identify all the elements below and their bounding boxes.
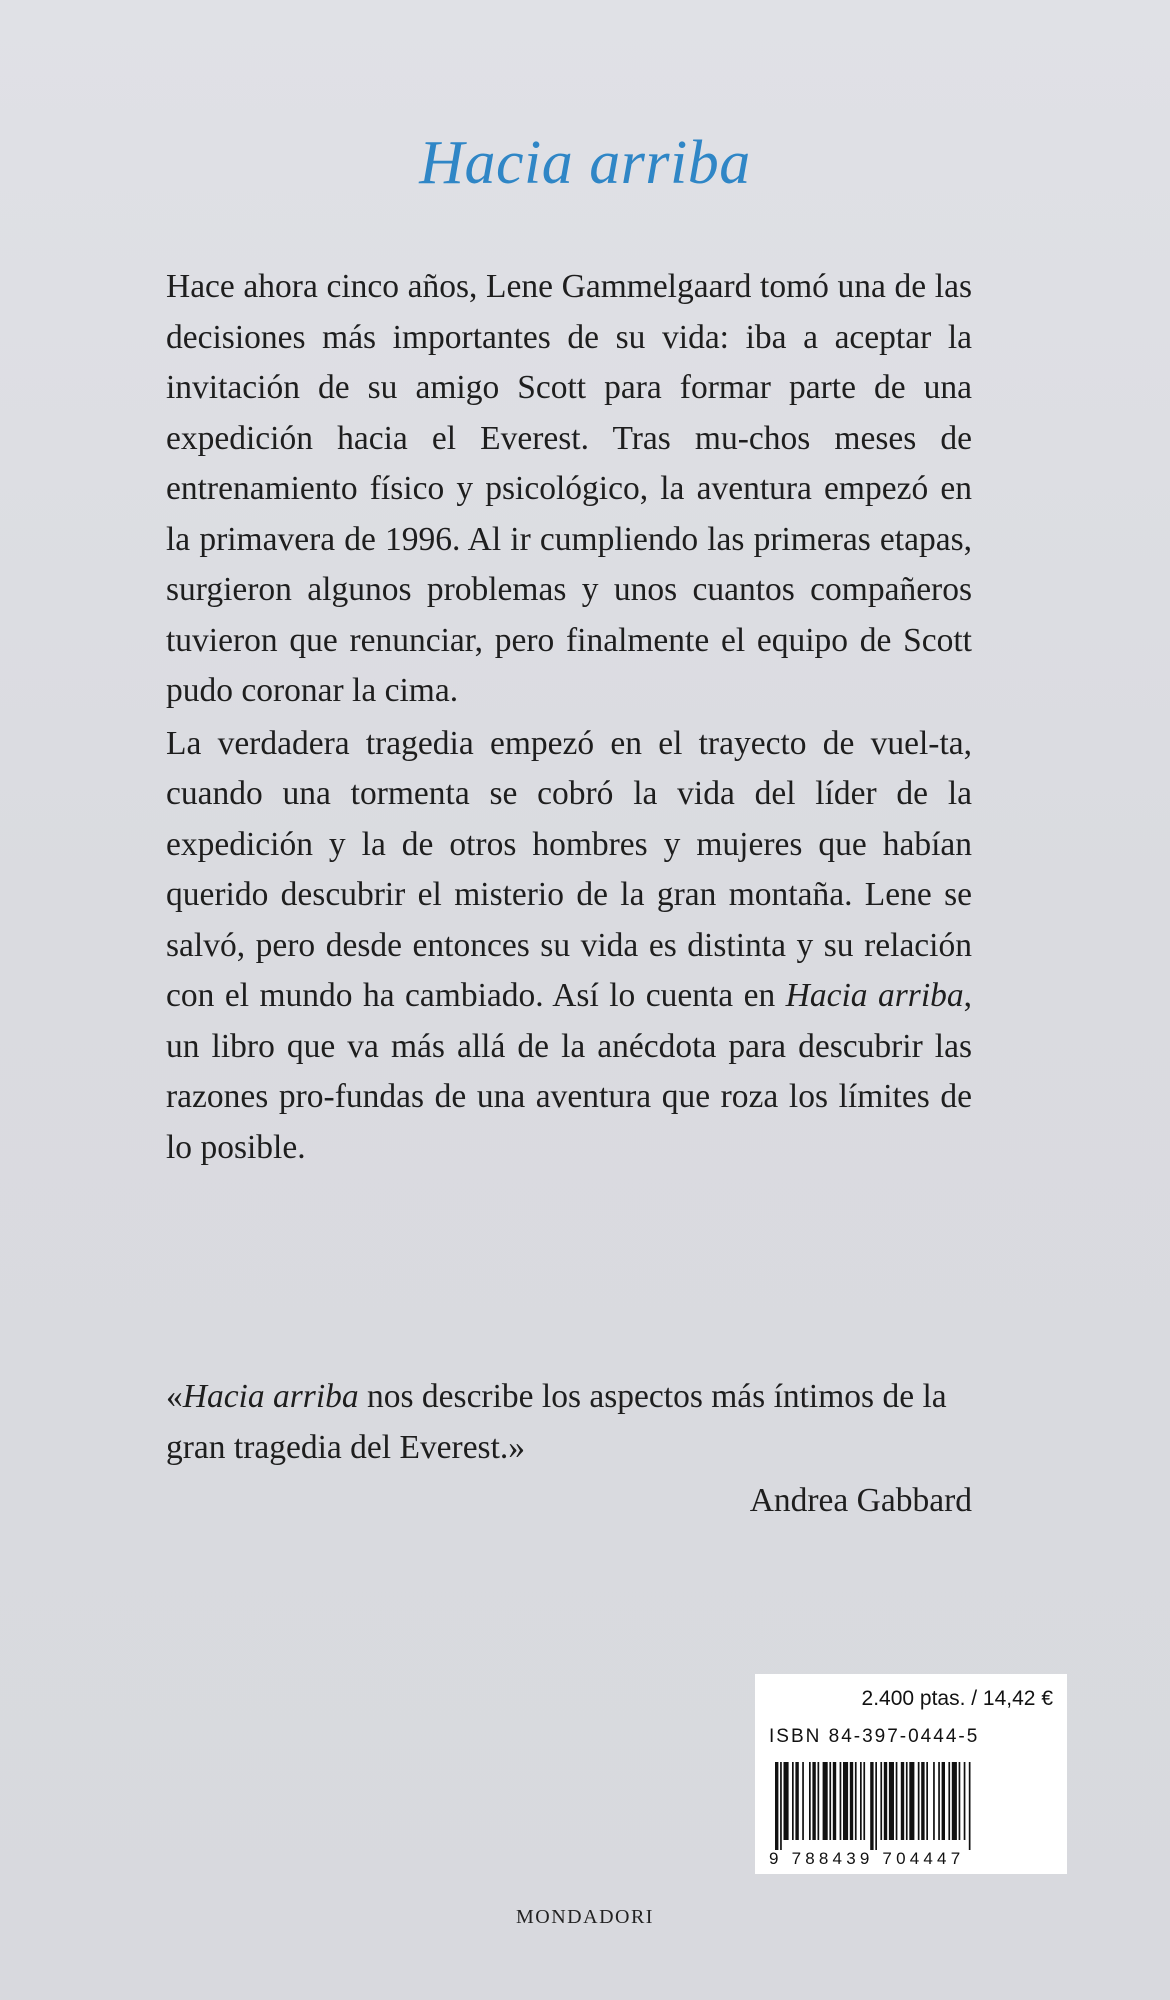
- blurb-line: coronar la cima.: [241, 672, 459, 709]
- blurb-line: fundas de una aventura que roza los límites de lo: [166, 1078, 972, 1166]
- barcode-bar: [775, 1762, 778, 1850]
- barcode-bar: [889, 1762, 894, 1840]
- barcode-bar: [909, 1762, 914, 1840]
- barcode-bar: [964, 1762, 966, 1840]
- barcode-bar: [870, 1762, 873, 1850]
- price-text: 2.400 ptas. / 14,42 €: [861, 1687, 1053, 1710]
- blurb-line: cumpliendo las primeras etapas, surgieron algunos: [166, 520, 972, 608]
- barcode-bar: [918, 1762, 920, 1840]
- blurb-line: montaña. Lene se salvó, pero desde entonces su vida: [166, 876, 973, 964]
- blurb-line: La verdadera tragedia empezó en el trayecto de vuel-: [166, 724, 940, 762]
- barcode-bar: [823, 1762, 828, 1840]
- blurb-line: parte de una expedición hacia el Everest. Tras mu-: [166, 369, 972, 457]
- blurb-book-title: Hacia arriba: [785, 977, 964, 1014]
- barcode-icon: [769, 1762, 1053, 1858]
- barcode-bar: [792, 1762, 794, 1840]
- blurb-line: allá de la anécdota para descubrir las razones pro-: [166, 1027, 972, 1115]
- blurb-paragraph-2: [166, 719, 972, 1174]
- quote-author: Andrea Gabbard: [749, 1482, 972, 1519]
- publisher-name: MONDADORI: [516, 1906, 654, 1928]
- blurb-line: Hace ahora cinco años, Lene Gammelgaard tomó: [166, 268, 829, 305]
- blurb-line: habían querido descubrir el misterio de la gran: [166, 825, 972, 913]
- barcode-bar: [818, 1762, 820, 1840]
- barcode-bars: [769, 1762, 1053, 1850]
- blurb-line: chos meses de entrenamiento físico y psicológico, la: [166, 419, 972, 507]
- barcode-bar: [812, 1762, 815, 1840]
- barcode-bar: [948, 1762, 950, 1840]
- blurb-line: problemas y unos cuantos compañeros tuvieron que: [166, 571, 972, 659]
- barcode-bar: [833, 1762, 836, 1840]
- blurb-line: ta, cuando una tormenta se cobró la vida del líder de: [166, 724, 972, 812]
- barcode-bar: [969, 1762, 971, 1850]
- barcode-label: [755, 1674, 1067, 1874]
- blurb-paragraph-1: [166, 262, 972, 717]
- barcode-bar: [843, 1762, 848, 1840]
- barcode-bar: [855, 1762, 857, 1840]
- quote-book-title: Hacia arriba: [182, 1378, 359, 1415]
- barcode-bar: [802, 1762, 804, 1840]
- barcode-bar: [933, 1762, 935, 1840]
- barcode-bar: [952, 1762, 957, 1840]
- barcode-bar: [959, 1762, 961, 1840]
- blurb-line: es distinta y su relación con el mundo ha cambiado.: [166, 926, 972, 1014]
- barcode-bar: [884, 1762, 887, 1840]
- barcode-bar: [880, 1762, 882, 1840]
- blurb-line: posible.: [200, 1128, 306, 1166]
- barcode-bar: [829, 1762, 831, 1840]
- barcode-bar: [860, 1762, 862, 1840]
- barcode-bar: [906, 1762, 908, 1840]
- ean-digits: 9 788439 704447: [769, 1849, 965, 1868]
- barcode-bar: [780, 1762, 782, 1850]
- barcode-bar: [901, 1762, 904, 1840]
- barcode-bar: [875, 1762, 877, 1850]
- barcode-bar: [863, 1762, 865, 1840]
- barcode-bar: [850, 1762, 853, 1840]
- isbn-text: ISBN 84-397-0444-5: [769, 1726, 980, 1747]
- barcode-bar: [840, 1762, 842, 1840]
- blurb-line: la expedición y la de otros hombres y mujeres que: [166, 775, 973, 863]
- barcode-bar: [784, 1762, 789, 1840]
- barcode-bar: [896, 1762, 898, 1840]
- blurb-text: [166, 262, 972, 1173]
- book-title: Hacia arriba: [419, 129, 751, 197]
- barcode-bar: [942, 1762, 945, 1840]
- blurb-line: una de las decisiones más importantes de su vida: iba: [166, 268, 972, 356]
- blurb-line: renunciar, pero finalmente el equipo de Scott pudo: [166, 621, 972, 709]
- review-quote: [166, 1372, 972, 1473]
- blurb-line: a aceptar la invitación de su amigo Scott para formar: [166, 318, 973, 406]
- quote-open-mark: «: [166, 1378, 183, 1415]
- barcode-bar: [926, 1762, 928, 1840]
- barcode-bar: [938, 1762, 940, 1840]
- blurb-line: Así lo cuenta en: [552, 977, 786, 1014]
- quote-text: nos describe los aspectos más íntimos de la gran tragedia del Everest.»: [166, 1378, 947, 1466]
- blurb-line: aventura empezó en la primavera de 1996. Al ir: [166, 470, 972, 558]
- blurb-line: , un libro que va más: [166, 977, 972, 1065]
- barcode-bar: [795, 1762, 798, 1840]
- barcode-bar: [809, 1762, 811, 1840]
- barcode-bar: [921, 1762, 924, 1840]
